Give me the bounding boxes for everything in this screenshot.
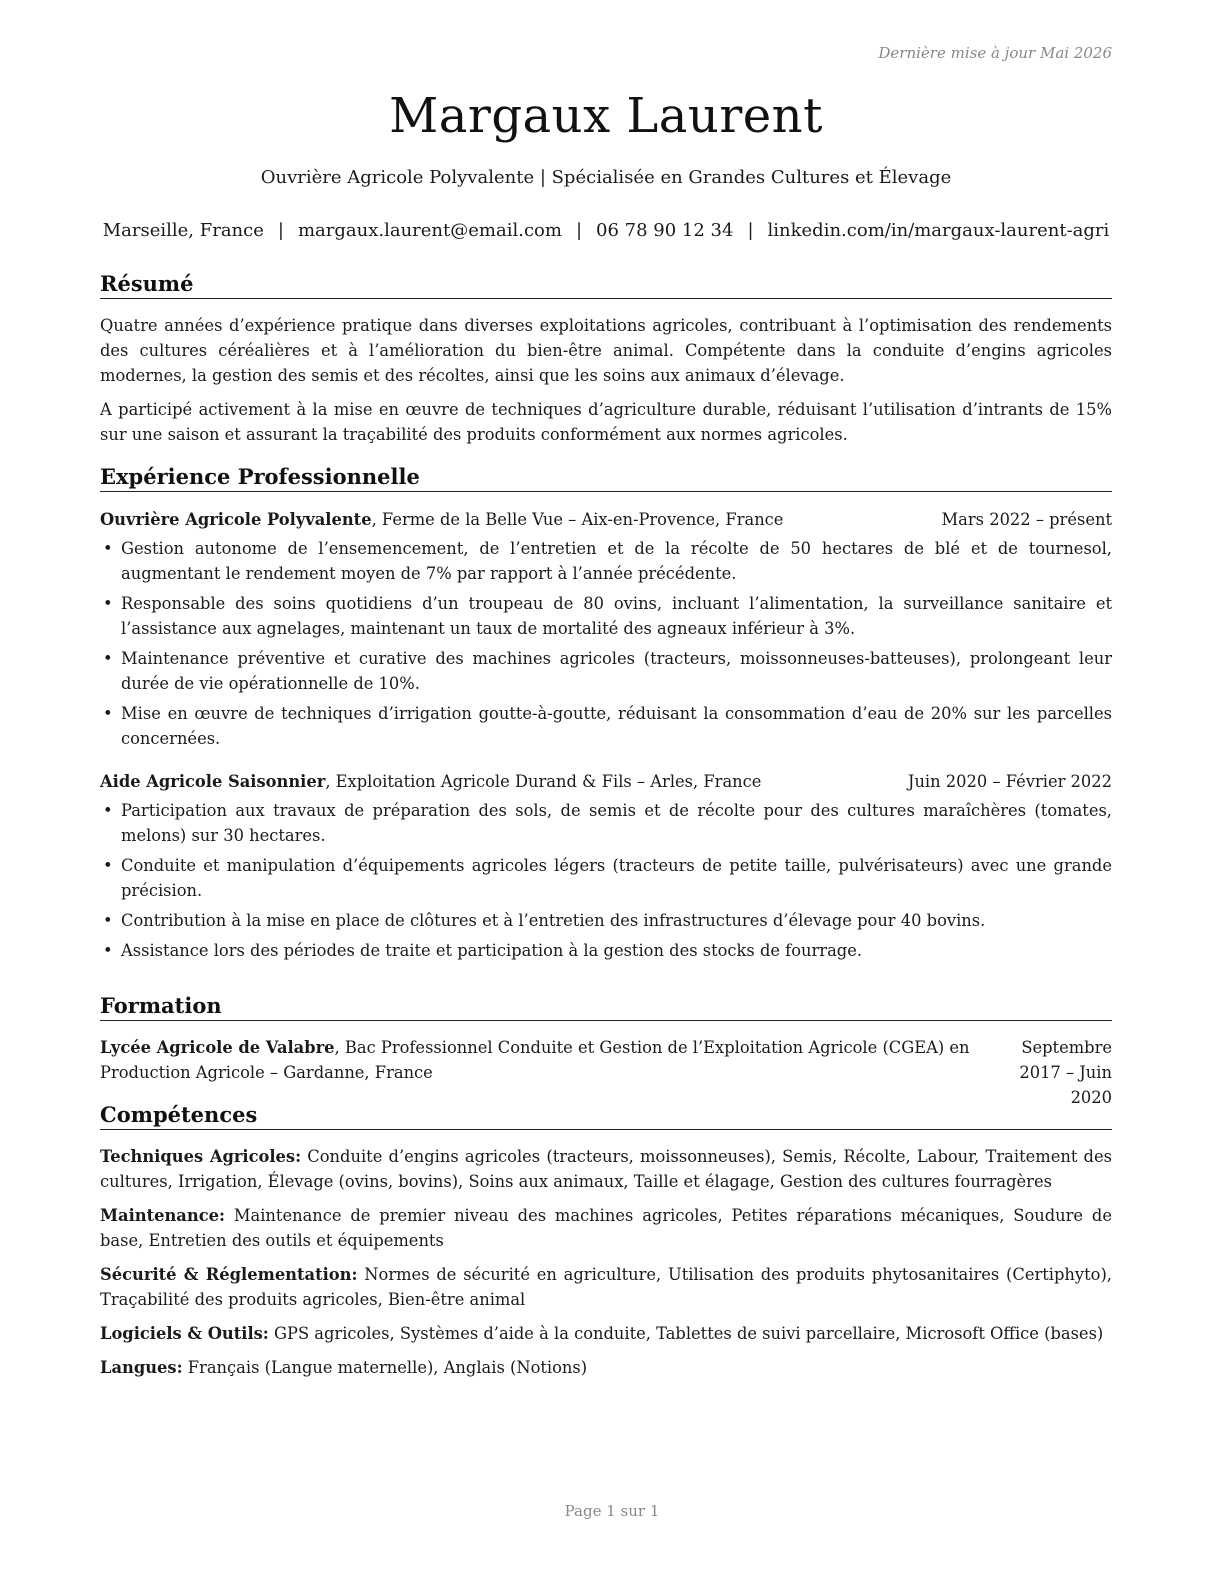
job-employer: , Exploitation Agricole Durand & Fils – Arles, France bbox=[325, 772, 762, 791]
bullet-text: Responsable des soins quotidiens d’un troupeau de 80 ovins, incluant l’alimentation, la surveillance sanitaire et l’assistance aux agnelages, maintenant un taux de mortalité des agneaux inférieur à 3%. bbox=[121, 594, 1112, 638]
bullet-dot-icon: • bbox=[103, 594, 113, 613]
section-title-education: Formation bbox=[100, 993, 1112, 1021]
skill-group bbox=[100, 1355, 1112, 1380]
section-title-experience: Expérience Professionnelle bbox=[100, 464, 1112, 492]
contact-line bbox=[84, 220, 1128, 241]
bullet-dot-icon: • bbox=[103, 704, 113, 723]
candidate-tagline: Ouvrière Agricole Polyvalente | Spécialisée en Grandes Cultures et Élevage bbox=[260, 167, 952, 188]
summary-paragraph: A participé activement à la mise en œuvre de techniques d’agriculture durable, réduisant l’utilisation d’intrants de 15% sur une saison et assurant la traçabilité des produits conformément aux normes agricoles. bbox=[100, 400, 1112, 444]
contact-location: Marseille, France bbox=[102, 220, 264, 241]
bullet-dot-icon: • bbox=[103, 856, 113, 875]
summary-paragraph: Quatre années d’expérience pratique dans diverses exploitations agricoles, contribuant à l’optimisation des rendements des cultures céréalières et à l’amélioration du bien-être animal. Compétente dans la conduite d’engins agricoles modernes, la gestion des semis et des récoltes, ainsi que les soins aux animaux d’élevage. bbox=[100, 316, 1112, 385]
education-entry bbox=[100, 1035, 1112, 1110]
education-dates: Septembre 2017 – Juin 2020 bbox=[1019, 1038, 1112, 1107]
job-entry bbox=[100, 769, 1112, 963]
skill-label: Maintenance: bbox=[100, 1206, 225, 1225]
job-bullets bbox=[100, 798, 1112, 963]
skill-label: Langues: bbox=[100, 1358, 183, 1377]
bullet-text: Gestion autonome de l’ensemencement, de l’entretien et de la récolte de 50 hectares de blé et de tournesol, augmentant le rendement moyen de 7% par rapport à l’année précédente. bbox=[121, 539, 1112, 583]
list-item bbox=[100, 798, 1112, 848]
section-title-summary: Résumé bbox=[100, 271, 1112, 299]
skill-label: Sécurité & Réglementation: bbox=[100, 1265, 358, 1284]
job-role: Aide Agricole Saisonnier bbox=[100, 772, 326, 791]
bullet-dot-icon: • bbox=[103, 941, 113, 960]
skill-group bbox=[100, 1321, 1112, 1346]
job-employer: , Ferme de la Belle Vue – Aix-en-Provence, France bbox=[371, 510, 784, 529]
page-indicator: Page 1 sur 1 bbox=[564, 1502, 660, 1520]
skill-text: Normes de sécurité en agriculture, Utilisation des produits phytosanitaires (Certiphyto), Traçabilité des produits agricoles, Bien-être animal bbox=[100, 1265, 1112, 1309]
summary-section bbox=[100, 271, 1112, 447]
job-title-line bbox=[100, 769, 761, 794]
bullet-dot-icon: • bbox=[103, 801, 113, 820]
experience-section bbox=[100, 464, 1112, 968]
contact-linkedin[interactable]: linkedin.com/in/margaux-laurent-agri bbox=[767, 220, 1110, 241]
education-degree: , Bac Professionnel Conduite et Gestion de l’Exploitation Agricole (CGEA) en Production Agricole – Gardanne, France bbox=[100, 1038, 970, 1082]
education-details bbox=[100, 1035, 980, 1110]
education-school: Lycée Agricole de Valabre bbox=[100, 1038, 335, 1057]
bullet-text: Participation aux travaux de préparation des sols, de semis et de récolte pour des cultures maraîchères (tomates, melons) sur 30 hectares. bbox=[121, 801, 1112, 845]
skill-text: Conduite d’engins agricoles (tracteurs, moissonneuses), Semis, Récolte, Labour, Traitement des cultures, Irrigation, Élevage (ovins, bovins), Soins aux animaux, Taille et élagage, Gestion des cultures fourragères bbox=[100, 1147, 1112, 1191]
list-item bbox=[100, 701, 1112, 751]
skill-text: GPS agricoles, Systèmes d’aide à la conduite, Tablettes de suivi parcellaire, Microsoft Office (bases) bbox=[268, 1324, 1104, 1343]
contact-separator: | bbox=[747, 220, 754, 241]
bullet-dot-icon: • bbox=[103, 649, 113, 668]
education-section bbox=[100, 993, 1112, 1110]
skill-text: Maintenance de premier niveau des machines agricoles, Petites réparations mécaniques, Soudure de base, Entretien des outils et équipements bbox=[100, 1206, 1112, 1250]
skill-group bbox=[100, 1262, 1112, 1312]
bullet-dot-icon: • bbox=[103, 539, 113, 558]
contact-separator: | bbox=[575, 220, 583, 241]
bullet-dot-icon: • bbox=[103, 911, 113, 930]
skills-section bbox=[100, 1102, 1112, 1389]
bullet-text: Contribution à la mise en place de clôtures et à l’entretien des infrastructures d’élevage pour 40 bovins. bbox=[121, 911, 986, 930]
skill-group bbox=[100, 1144, 1112, 1194]
contact-email[interactable]: margaux.laurent@email.com bbox=[297, 220, 562, 241]
bullet-text: Conduite et manipulation d’équipements agricoles légers (tracteurs de petite taille, pulvérisateurs) avec une grande précision. bbox=[121, 856, 1112, 900]
list-item bbox=[100, 938, 1112, 963]
job-header bbox=[100, 507, 1112, 532]
skill-text: Français (Langue maternelle), Anglais (Notions) bbox=[182, 1358, 588, 1377]
contact-phone: 06 78 90 12 34 bbox=[596, 220, 734, 241]
list-item bbox=[100, 536, 1112, 586]
job-title-line bbox=[100, 507, 783, 532]
job-dates: Juin 2020 – Février 2022 bbox=[907, 772, 1112, 791]
skill-group bbox=[100, 1203, 1112, 1253]
contact-separator: | bbox=[277, 220, 284, 241]
list-item bbox=[100, 908, 1112, 933]
bullet-text: Mise en œuvre de techniques d’irrigation goutte-à-goutte, réduisant la consommation d’eau de 20% sur les parcelles concernées. bbox=[121, 704, 1112, 748]
last-updated-note: Dernière mise à jour Mai 2026 bbox=[878, 44, 1112, 62]
job-entry bbox=[100, 507, 1112, 751]
job-dates: Mars 2022 – présent bbox=[941, 510, 1112, 529]
section-title-skills: Compétences bbox=[100, 1102, 1112, 1130]
list-item bbox=[100, 853, 1112, 903]
bullet-text: Assistance lors des périodes de traite et participation à la gestion des stocks de fourrage. bbox=[121, 941, 863, 960]
candidate-name: Margaux Laurent bbox=[389, 88, 823, 144]
job-header bbox=[100, 769, 1112, 794]
bullet-text: Maintenance préventive et curative des machines agricoles (tracteurs, moissonneuses-batteuses), prolongeant leur durée de vie opérationnelle de 10%. bbox=[121, 649, 1112, 693]
skill-label: Logiciels & Outils: bbox=[100, 1324, 269, 1343]
list-item bbox=[100, 646, 1112, 696]
skill-label: Techniques Agricoles: bbox=[100, 1147, 302, 1166]
job-role: Ouvrière Agricole Polyvalente bbox=[100, 510, 372, 529]
list-item bbox=[100, 591, 1112, 641]
job-bullets bbox=[100, 536, 1112, 751]
